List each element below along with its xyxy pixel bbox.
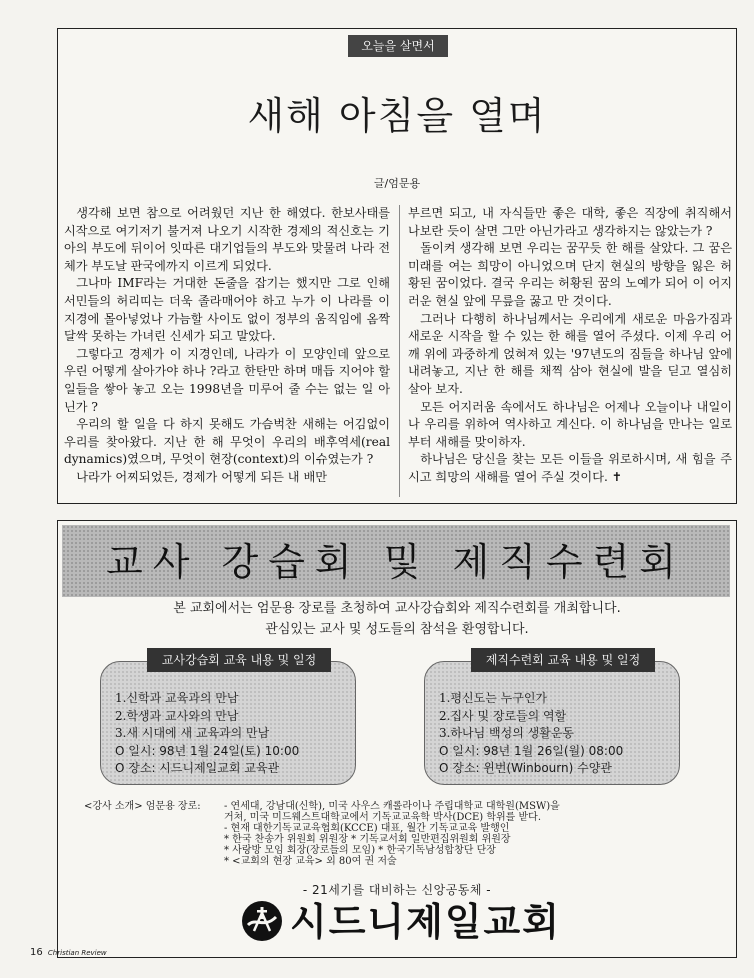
byline: 글/엄문용	[373, 177, 421, 190]
course-item: 2.학생과 교사와의 만남	[115, 708, 239, 723]
publication-name: Christian Review	[47, 949, 107, 957]
invitation-line: 관심있는 교사 및 성도들의 참석을 환영합니다.	[265, 622, 529, 637]
church-name: 시드니제일교회	[290, 900, 561, 944]
essay-paragraph: 그렇다고 경제가 이 지경인데, 나라가 이 모양인데 앞으로 우린 어떻게 살아가야 하나 ?라고 한탄만 하며 매듭 지어야 할 일들을 쌓아 놓고 오는 1998년을 미루어 줄 수는 없는 일 아닌가 ?	[64, 346, 390, 414]
course-place: O 장소: 시드니제일교회 교육관	[115, 761, 280, 775]
essay-closing-text: 하나님은 당신을 찾는 모든 이들을 위로하시며, 새 힘을 주시고 희망의 새해를 열어 주실 것이다.	[408, 452, 732, 484]
teacher-course-box	[100, 653, 356, 785]
column-divider	[399, 205, 400, 497]
course-item: 3.하나님 백성의 생활운동	[439, 726, 574, 740]
course-place: O 장소: 윈번(Winbourn) 수양관	[439, 761, 612, 775]
church-tagline: - 21세기를 대비하는 신앙공동체 -	[302, 883, 492, 897]
section-tag: 오늘을 살면서	[348, 35, 448, 57]
cross-icon: ✝	[611, 469, 622, 484]
officer-course-header: 제직수련회 교육 내용 및 일정	[471, 648, 655, 672]
essay-paragraph: 나라가 어찌되었든, 경제가 어떻게 되든 내 배만	[76, 469, 327, 484]
speaker-label: <강사 소개> 엄문용 장로:	[84, 801, 201, 812]
speaker-line: - 현재 대한기독교교육협회(KCCE) 대표, 월간 기독교교육 발행인	[224, 823, 510, 834]
essay-paragraph: 우리의 할 일을 다 하지 못해도 가슴벅찬 새해는 어김없이 우리를 찾아왔다. 지난 한 해 무엇이 우리의 배후역세(real dynamics)였으며, 무엇이 현장(context)의 이슈였는가 ?	[64, 417, 390, 467]
invitation-line: 본 교회에서는 엄문용 장로를 초청하여 교사강습회와 제직수련회를 개최합니다.	[173, 601, 621, 616]
course-item: 2.집사 및 장로들의 역할	[439, 708, 567, 723]
event-advertisement	[57, 520, 737, 958]
teacher-course-body	[115, 690, 347, 778]
essay-paragraph: 돌이켜 생각해 보면 우리는 꿈꾸듯 한 해를 살았다. 그 꿈은 미래를 여는 희망이 아니었으며 단지 현실의 방향을 잃은 허황된 꿈이었다. 결국 우리는 허황된 꿈의 노예가 되어 이 어지러운 현실 앞에 무릎을 꿇고 만 것이다.	[408, 241, 732, 308]
essay-paragraph	[408, 451, 732, 486]
essay-paragraph: 그러나 다행히 하나님께서는 우리에게 새로운 마음가짐과 새로운 시작을 할 수 있는 한 해를 열어 주셨다. 이제 우리 어깨 위에 과중하게 얹혀져 있는 '97년도의 짐들을 하나님 앞에 내려놓고, 지난 한 해를 채찍 삼아 현실에 발을 딛고 열심히 살아 보자.	[408, 311, 732, 396]
speaker-line: * <교회의 현장 교육> 외 80여 권 저술	[224, 856, 397, 867]
essay-paragraph: 모든 어지러움 속에서도 하나님은 어제나 오늘이나 내일이나 우리를 위하여 역사하고 계신다. 이 하나님을 만나는 일로부터 새해를 맞이하자.	[408, 399, 732, 449]
essay-column-left	[64, 205, 390, 487]
officer-course-body	[439, 690, 671, 778]
officer-course-box	[424, 653, 680, 785]
essay-paragraph: 생각해 보면 참으로 어려웠던 지난 한 해였다. 한보사태를 시작으로 여기저기 불거져 나오기 시작한 경제의 적신호는 기아의 부도에 뒤이어 잇따른 대기업들의 부도와 맞물려 나라 전체가 부도날 판국에까지 이르게 되었다.	[64, 206, 390, 273]
church-logo-icon	[240, 899, 284, 943]
ad-title: 교사 강습회 및 제직수련회	[105, 540, 687, 584]
speaker-line: * 사랑방 모임 회장(장로들의 모임) * 한국기독남성합창단 단장	[224, 845, 496, 856]
course-item: 1.평신도는 누구인가	[439, 691, 548, 705]
speaker-line: - 연세대, 강남대(신학), 미국 사우스 캐롤라이나 주립대학교 대학원(MSW)을	[224, 801, 560, 812]
essay-section	[57, 28, 737, 504]
course-date: O 일시: 98년 1월 26일(월) 08:00	[439, 743, 624, 758]
essay-paragraph: 그나마 IMF라는 거대한 돈줄을 잡기는 했지만 그로 인해 서민들의 허리띠는 더욱 졸라매어야 하고 누가 이 나라를 이 지경에 몰아넣었나 가늠할 사이도 없이 정부의 움직임에 옴짝달싹 못하는 가녀린 신세가 되고 말았다.	[64, 276, 390, 344]
essay-paragraph: 부르면 되고, 내 자식들만 좋은 대학, 좋은 직장에 취직해서 나보란 듯이 살면 그만 아닌가라고 생각하지는 않았는가 ?	[408, 206, 732, 238]
ad-banner	[62, 525, 730, 597]
course-date: O 일시: 98년 1월 24일(토) 10:00	[115, 743, 300, 758]
essay-title: 새해 아침을 열며	[247, 94, 547, 138]
page-footer	[30, 947, 107, 958]
speaker-line: 거쳐, 미국 미드웨스트대학교에서 기독교교육학 박사(DCE) 학위를 받다.	[224, 812, 542, 823]
course-item: 1.신학과 교육과의 만남	[115, 691, 239, 705]
invitation-text	[58, 598, 736, 640]
page-number: 16	[30, 947, 43, 958]
teacher-course-header: 교사강습회 교육 내용 및 일정	[147, 648, 331, 672]
speaker-line: * 한국 찬송가 위원회 위원장 * 기독교서회 일반편집위원회 위원장	[224, 834, 511, 845]
essay-column-right	[408, 205, 732, 487]
speaker-credentials	[224, 801, 724, 867]
course-item: 3.새 시대에 새 교육과의 만남	[115, 726, 270, 740]
